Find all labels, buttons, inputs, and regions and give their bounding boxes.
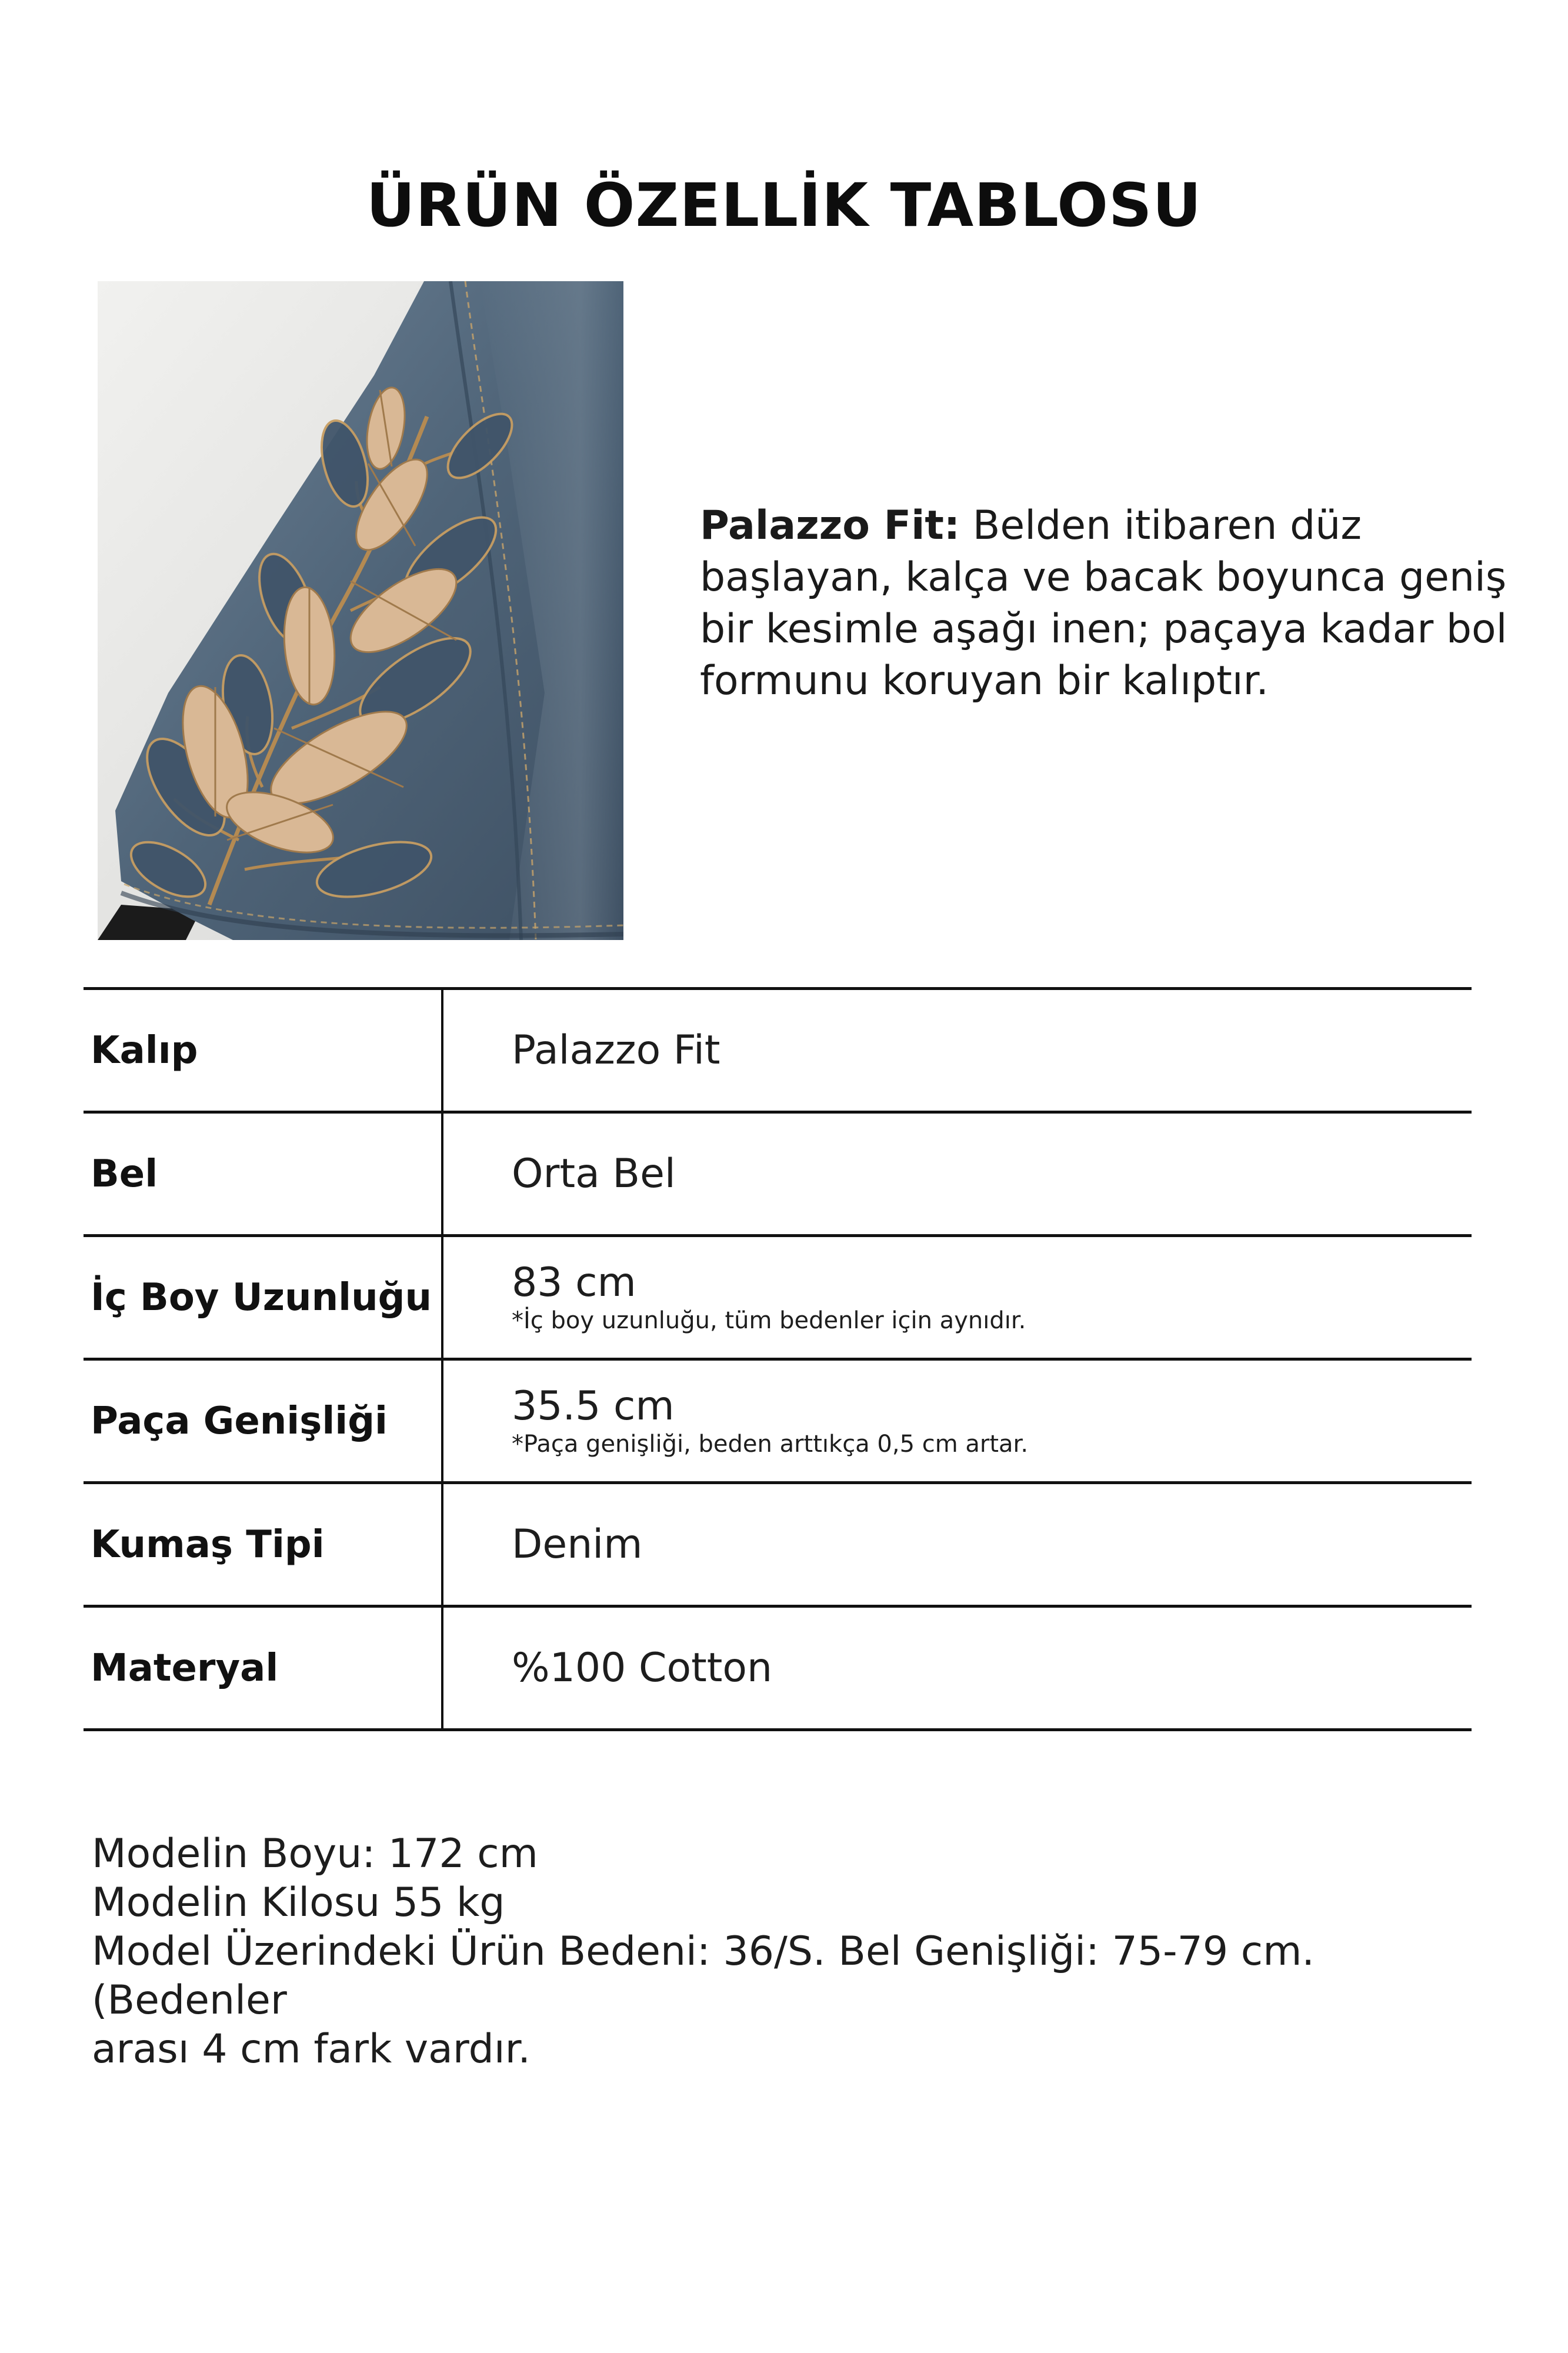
model-info: [92, 1829, 1503, 2074]
spec-value-cell: [442, 989, 1472, 1112]
table-row: [84, 1359, 1472, 1483]
spec-value: Palazzo Fit: [512, 1026, 720, 1074]
spec-value-cell: [442, 1483, 1472, 1607]
spec-value: 83 cm: [512, 1259, 636, 1306]
spec-key: Kalıp: [84, 989, 442, 1112]
table-row: [84, 1607, 1472, 1730]
table-row: [84, 1112, 1472, 1236]
spec-value: Denim: [512, 1521, 643, 1568]
table-row: [84, 1236, 1472, 1359]
fit-description-label: Palazzo Fit:: [700, 502, 960, 549]
model-size-continued: arası 4 cm fark vardır.: [92, 2026, 531, 2072]
spec-value-cell: [442, 1359, 1472, 1483]
spec-key: Bel: [84, 1112, 442, 1236]
spec-value: 35.5 cm: [512, 1382, 675, 1429]
spec-value: %100 Cotton: [512, 1644, 773, 1691]
spec-key: İç Boy Uzunluğu: [84, 1236, 442, 1359]
product-photo: [98, 281, 623, 940]
spec-value: Orta Bel: [512, 1150, 676, 1197]
spec-key: Materyal: [84, 1607, 442, 1730]
spec-note: *Paça genişliği, beden arttıkça 0,5 cm artar.: [512, 1430, 1029, 1458]
spec-key: Kumaş Tipi: [84, 1483, 442, 1607]
spec-value-cell: [442, 1112, 1472, 1236]
table-row: [84, 989, 1472, 1112]
table-row: [84, 1483, 1472, 1607]
fit-description: [700, 500, 1512, 707]
page-title: ÜRÜN ÖZELLİK TABLOSU: [366, 171, 1202, 241]
model-weight: Modelin Kilosu 55 kg: [92, 1879, 505, 1926]
spec-value-cell: [442, 1236, 1472, 1359]
spec-key: Paça Genişliği: [84, 1359, 442, 1483]
model-height: Modelin Boyu: 172 cm: [92, 1831, 538, 1877]
embroidered-denim-leg-image: [98, 281, 623, 940]
fit-description-text: Belden itibaren düz başlayan, kalça ve bacak boyunca geniş bir kesimle aşağı inen; paçaya kadar bol formunu koruyan bir kalıptır.: [700, 502, 1507, 704]
model-size: Model Üzerindeki Ürün Bedeni: 36/S. Bel Genişliği: 75-79 cm. (Bedenler: [92, 1928, 1315, 2024]
spec-note: *İç boy uzunluğu, tüm bedenler için aynıdır.: [512, 1307, 1026, 1334]
spec-value-cell: [442, 1607, 1472, 1730]
spec-table: [84, 987, 1472, 1731]
